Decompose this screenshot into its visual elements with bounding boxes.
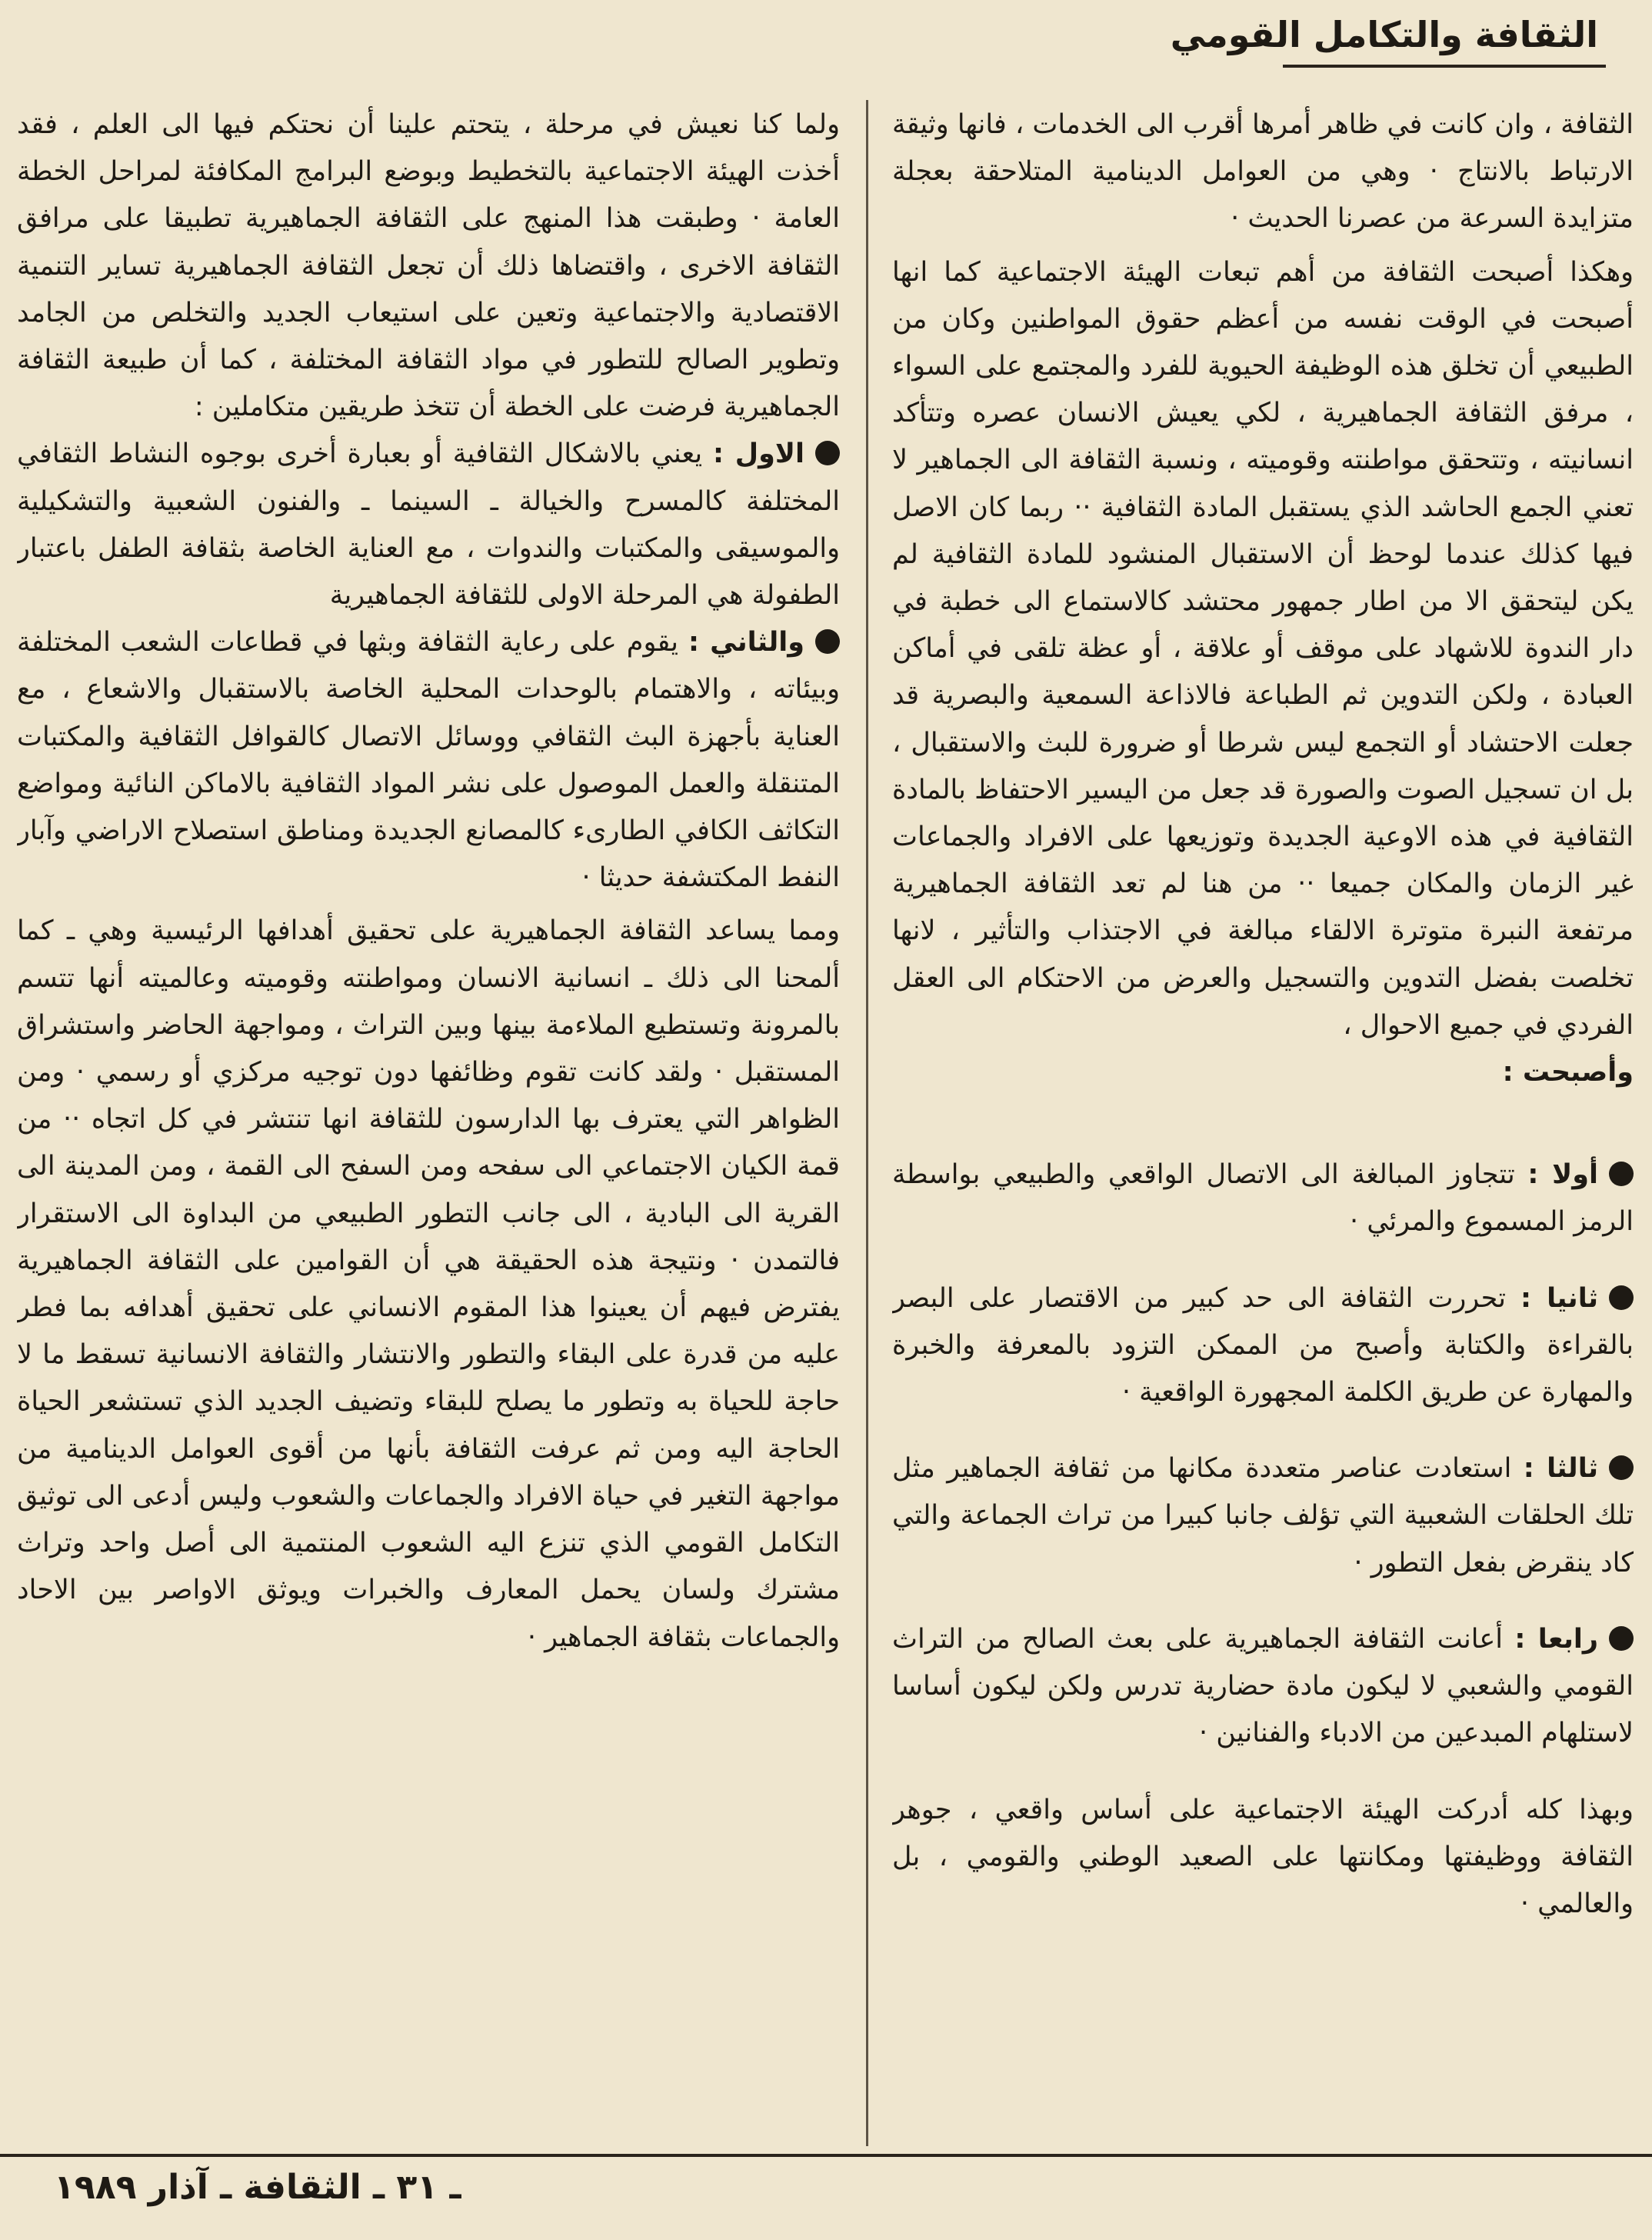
bullet-dot-icon [1609,1162,1634,1186]
bullet-text: أعانت الثقافة الجماهيرية على بعث الصالح من التراث القومي والشعبي لا ليكون مادة حضارية تدرس ولكن ليكون أساسا لاستلهام المبدعين من الادباء والفنانين · [892,1623,1634,1749]
left-paragraph-2: ومما يساعد الثقافة الجماهيرية على تحقيق أهدافها الرئيسية وهي ـ كما ألمحنا الى ذلك ـ انسانية الانسان ومواطنته وقوميته وعالميته أنها تتسم بالمرونة وتستطيع الملاءمة بينها وبين التراث ، ومواجهة الحاضر واستشراق المستقبل · ولقد كانت تقوم وظائفها دون توجيه مركزي أو رسمي · ومن الظواهر التي يعترف بها الدارسون للثقافة انها تنتشر في كل اتجاه ·· من قمة الكيان الاجتماعي الى سفحه ومن السفح الى القمة ، ومن المدينة الى القرية الى البادية ، الى جانب التطور الطبيعي من البداوة الى الاستقرار فالتمدن · ونتيجة هذه الحقيقة هي أن القوامين على الثقافة الجماهيرية يفترض فيهم أن يعينوا هذا المقوم الانساني على تحقيق أهدافه بما فطر عليه من قدرة على البقاء والتطور والانتشار والثقافة الانسانية تسقط ما لا حاجة للحياة به وتطور ما يصلح للبقاء وتضيف الجديد الذي تستشعر الحياة الحاجة اليه ومن ثم عرفت الثقافة بأنها من أقوى العوامل الدينامية من مواجهة التغير في حياة الافراد والجماعات والشعوب وليس أدعى الى توثيق التكامل القومي الذي تنزع اليه الشعوب المنتمية الى أصل واحد وتراث مشترك ولسان يحمل المعارف والخبرات ويوثق الاواصر بين الاحاد والجماعات بثقافة الجماهير · [17,915,840,1653]
right-paragraph-2: وهكذا أصبحت الثقافة من أهم تبعات الهيئة الاجتماعية كما انها أصبحت في الوقت نفسه من أعظم حقوق المواطنين وكان من الطبيعي أن تخلق هذه الوظيفة الحيوية للفرد والمجتمع على السواء ، مرفق الثقافة الجماهيرية ، لكي يعيش الانسان عصره وتتأكد انسانيته ، وتتحقق مواطنته وقوميته ، ونسبة الثقافة الى الجماهير لا تعني الجمع الحاشد الذي يستقبل المادة الثقافية ·· ربما كان الاصل فيها كذلك عندما لوحظ أن الاستقبال المنشود للمادة الثقافية لم يكن ليتحقق الا من اطار جمهور محتشد كالاستماع الى خطبة في دار الندوة للاشهاد على موقف أو علاقة ، أو عظة تلقى في أماكن العبادة ، ولكن التدوين ثم الطباعة فالاذاعة السمعية والبصرية قد جعلت الاحتشاد أو التجمع ليس شرطا أو ضرورة للبث والاستقبال ، بل ان تسجيل الصوت والصورة قد جعل من اليسير الاحتفاظ بالمادة الثقافية في هذه الاوعية الجديدة وتوزيعها على الافراد والجماعات غير الزمان والمكان جميعا ·· من هنا لم تعد الثقافة الجماهيرية مرتفعة النبرة متوترة الالقاء مبالغة في الاجتذاب والتأثير ، لانها تخلصت بفضل التدوين والتسجيل والعرض من الاحتكام الى العقل الفردي في جميع الاحوال ، [892,256,1634,1041]
bullet-lead: والثاني : [688,627,804,658]
bullet-lead: ثانيا : [1520,1282,1598,1314]
right-bullet-4 [892,1616,1634,1758]
footer-rule [0,2154,1652,2157]
running-head-title: الثقافة والتكامل القومي [1170,14,1598,55]
bullet-lead: ثالثا : [1523,1453,1598,1485]
bullet-text: تتجاوز المبالغة الى الاتصال الواقعي والطبيعي بواسطة الرمز المسموع والمرئي · [892,1159,1634,1238]
right-bullet-2 [892,1275,1634,1417]
page-footer: ـ ٣١ ـ الثقافة ـ آذار ١٩٨٩ [54,2168,461,2207]
left-paragraph-1: ولما كنا نعيش في مرحلة ، يتحتم علينا أن نحتكم فيها الى العلم ، فقد أخذت الهيئة الاجتماعية بالتخطيط وبوضع البرامج المكافئة لمراحل الخطة العامة · وطبقت هذا المنهج على الثقافة الجماهيرية تطبيقا على مرافق الثقافة الاخرى ، واقتضاها ذلك أن تجعل الثقافة الجماهيرية تساير التنمية الاقتصادية والاجتماعية وتعين على استيعاب الجديد والتخلص من الجامد وتطوير الصالح للتطور في مواد الثقافة المختلفة ، كما أن طبيعة الثقافة الجماهيرية فرضت على الخطة أن تتخذ طريقين متكاملين : [17,109,840,423]
left-bullet-1 [17,431,840,619]
bullet-text: استعادت عناصر متعددة مكانها من ثقافة الجماهير مثل تلك الحلقات الشعبية التي تؤلف جانبا كبيرا من تراث الجماعة والتي كاد ينقرض بفعل التطور · [892,1453,1634,1578]
left-bullet-2 [17,619,840,902]
right-bullet-3 [892,1445,1634,1587]
bullet-text: تحررت الثقافة الى حد كبير من الاقتصار على البصر بالقراءة والكتابة وأصبح من الممكن التزود بالمعرفة والخبرة والمهارة عن طريق الكلمة المجهورة الواقعية · [892,1282,1634,1408]
bullet-dot-icon [1609,1455,1634,1480]
right-paragraph-3: وبهذا كله أدركت الهيئة الاجتماعية على أساس واقعي ، جوهر الثقافة ووظيفتها ومكانتها على الصعيد الوطني والقومي ، بل والعالمي · [892,1794,1634,1919]
bullet-dot-icon [815,629,840,654]
bullet-lead: أولا : [1527,1159,1598,1191]
column-divider [866,100,868,2146]
bullet-text: يعني بالاشكال الثقافية أو بعبارة أخرى بوجوه النشاط الثقافي المختلفة كالمسرح والخيالة ـ السينما ـ والفنون الشعبية والتشكيلية والموسيقى والمكتبات والندوات ، مع العناية الخاصة بثقافة الطفل باعتبار الطفولة هي المرحلة الاولى للثقافة الجماهيرية [17,438,840,612]
bullet-text: يقوم على رعاية الثقافة وبثها في قطاعات الشعب المختلفة وبيئاته ، والاهتمام بالوحدات المحلية الخاصة بالاستقبال والاشعاع ، مع العناية بأجهزة البث الثقافي ووسائل الاتصال كالقوافل الثقافية والمكتبات المتنقلة والعمل الموصول على نشر المواد الثقافية بالاماكن النائية ومواضع التكاثف الكافي الطارىء كالمصانع الجديدة ومناطق استصلاح الاراضي وآبار النفط المكتشفة حديثا · [17,627,840,894]
bullet-dot-icon [815,441,840,465]
right-column [892,102,1634,2102]
bullet-dot-icon [1609,1626,1634,1651]
left-column [17,102,840,2102]
bullet-lead: رابعا : [1514,1623,1598,1655]
header-rule [1283,65,1606,68]
right-paragraph-2-end: وأصبحت : [1502,1057,1634,1088]
right-paragraph-1: الثقافة ، وان كانت في ظاهر أمرها أقرب الى الخدمات ، فانها وثيقة الارتباط بالانتاج · وهي من العوامل الدينامية المتلاحقة بعجلة متزايدة السرعة من عصرنا الحديث · [892,109,1634,235]
bullet-dot-icon [1609,1285,1634,1310]
bullet-lead: الاول : [712,438,804,470]
right-bullet-1 [892,1152,1634,1245]
